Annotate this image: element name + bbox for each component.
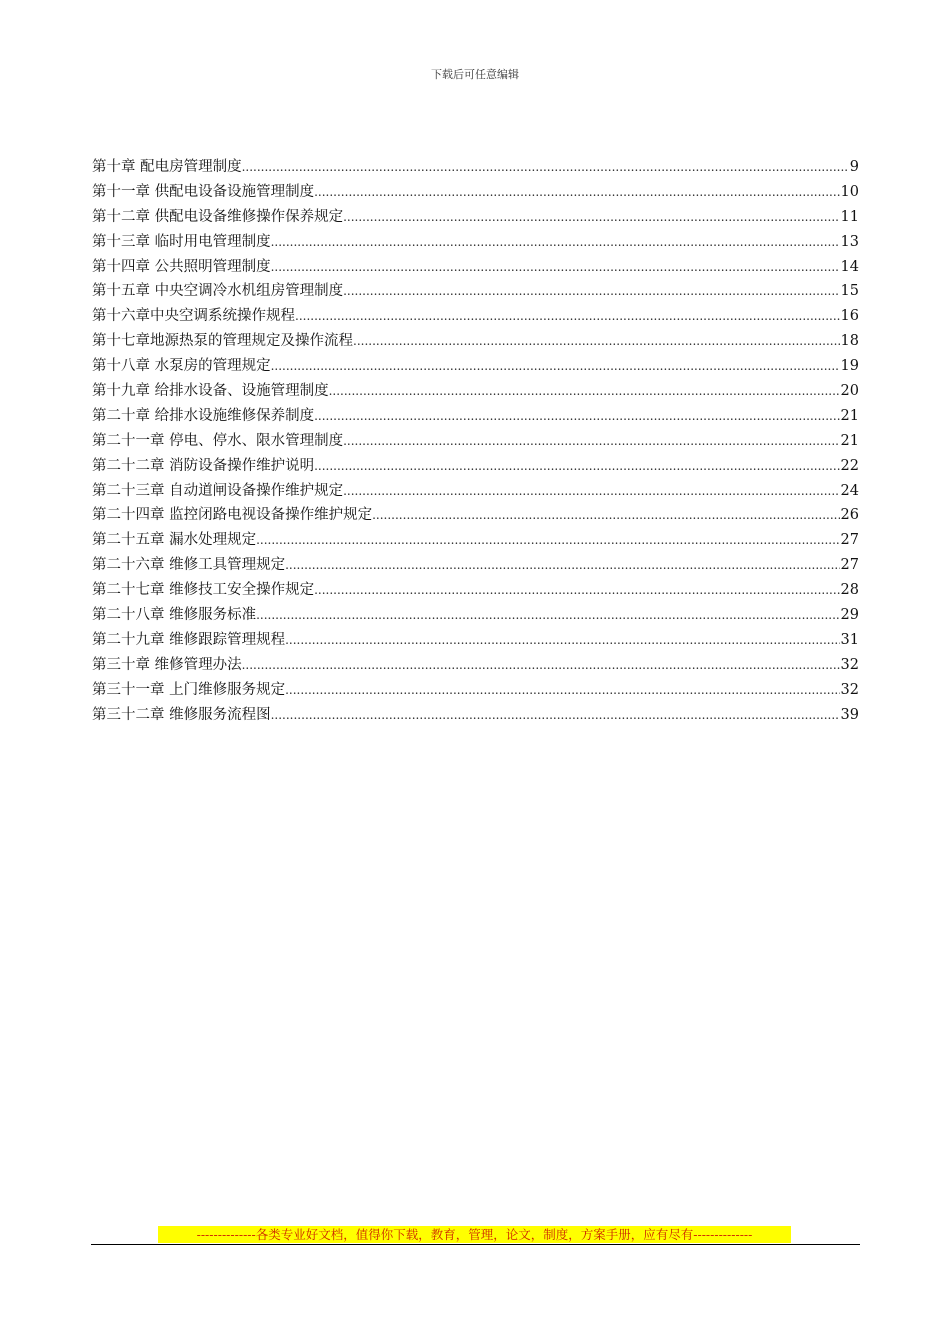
toc-entry-title: 第二十章 给排水设施维修保养制度 <box>92 407 315 424</box>
toc-entry[interactable] <box>92 304 859 329</box>
toc-entry-page: 20 <box>840 383 859 400</box>
toc-entry-page: 16 <box>840 308 859 325</box>
toc-entry[interactable] <box>92 404 859 429</box>
toc-entry[interactable] <box>92 553 859 578</box>
toc-entry-page: 9 <box>849 159 859 175</box>
toc-entry[interactable] <box>92 628 859 653</box>
toc-dot-leader <box>242 653 840 678</box>
toc-entry-page: 15 <box>840 283 859 300</box>
toc-entry-title: 第三十一章 上门维修服务规定 <box>92 681 286 698</box>
toc-entry-title: 第二十九章 维修跟踪管理规程 <box>92 631 286 648</box>
toc-entry[interactable] <box>92 479 859 504</box>
table-of-contents <box>92 155 859 727</box>
toc-entry-title: 第十九章 给排水设备、设施管理制度 <box>92 383 329 400</box>
toc-entry-page: 27 <box>840 532 859 549</box>
toc-dot-leader <box>242 155 849 180</box>
toc-entry-title: 第三十章 维修管理办法 <box>92 656 242 673</box>
toc-entry-page: 24 <box>840 482 859 499</box>
toc-entry-title: 第二十三章 自动道闸设备操作维护规定 <box>92 482 344 499</box>
toc-dot-leader <box>353 329 840 354</box>
toc-entry-title: 第十八章 水泵房的管理规定 <box>92 358 271 375</box>
toc-dot-leader <box>343 479 839 504</box>
toc-dot-leader <box>256 603 839 628</box>
toc-entry-page: 21 <box>840 432 859 449</box>
toc-dot-leader <box>343 429 839 454</box>
toc-entry-title: 第二十四章 监控闭路电视设备操作维护规定 <box>92 507 373 524</box>
toc-entry[interactable] <box>92 180 859 205</box>
toc-entry-title: 第十一章 供配电设备设施管理制度 <box>92 183 315 200</box>
page-header: 下载后可任意编辑 <box>431 68 519 81</box>
toc-entry-page: 28 <box>840 582 859 599</box>
toc-entry-page: 32 <box>840 681 859 698</box>
toc-entry[interactable] <box>92 703 859 728</box>
toc-entry-page: 14 <box>840 258 859 275</box>
toc-entry-title: 第十三章 临时用电管理制度 <box>92 233 271 250</box>
footer-divider <box>91 1244 860 1245</box>
toc-entry[interactable] <box>92 429 859 454</box>
toc-entry-page: 21 <box>840 407 859 424</box>
toc-entry-title: 第三十二章 维修服务流程图 <box>92 706 271 723</box>
toc-entry[interactable] <box>92 354 859 379</box>
toc-dot-leader <box>329 379 840 404</box>
toc-dot-leader <box>271 354 840 379</box>
toc-entry-title: 第二十六章 维修工具管理规定 <box>92 557 286 574</box>
toc-entry-title: 第十六章中央空调系统操作规程 <box>92 308 295 325</box>
toc-entry-title: 第十二章 供配电设备维修操作保养规定 <box>92 208 344 225</box>
toc-dot-leader <box>314 454 839 479</box>
toc-entry-title: 第二十五章 漏水处理规定 <box>92 532 257 549</box>
toc-dot-leader <box>256 528 839 553</box>
toc-entry-page: 26 <box>840 507 859 524</box>
toc-dot-leader <box>314 404 839 429</box>
toc-entry[interactable] <box>92 454 859 479</box>
toc-entry-page: 22 <box>840 457 859 474</box>
toc-entry-page: 32 <box>840 656 859 673</box>
toc-dot-leader <box>343 205 839 230</box>
toc-dot-leader <box>295 304 840 329</box>
toc-entry-page: 19 <box>840 358 859 375</box>
toc-entry-title: 第十五章 中央空调冷水机组房管理制度 <box>92 283 344 300</box>
toc-entry-page: 13 <box>840 233 859 250</box>
toc-entry[interactable] <box>92 503 859 528</box>
toc-entry[interactable] <box>92 379 859 404</box>
toc-entry-page: 29 <box>840 607 859 624</box>
toc-entry[interactable] <box>92 230 859 255</box>
toc-entry-title: 第二十八章 维修服务标准 <box>92 607 257 624</box>
toc-dot-leader <box>285 553 839 578</box>
toc-entry-title: 第二十一章 停电、停水、限水管理制度 <box>92 432 344 449</box>
footer-promo-banner: --------------各类专业好文档，值得你下载，教育，管理，论文，制度，方案手册，应有尽有-------------- <box>158 1226 791 1243</box>
toc-entry[interactable] <box>92 528 859 553</box>
toc-dot-leader <box>285 678 839 703</box>
toc-entry[interactable] <box>92 255 859 280</box>
toc-entry-title: 第二十七章 维修技工安全操作规定 <box>92 582 315 599</box>
toc-entry[interactable] <box>92 279 859 304</box>
toc-entry[interactable] <box>92 205 859 230</box>
toc-entry[interactable] <box>92 603 859 628</box>
toc-entry-page: 31 <box>840 631 859 648</box>
toc-entry-page: 10 <box>840 183 859 200</box>
toc-dot-leader <box>314 578 839 603</box>
toc-entry-page: 11 <box>840 208 859 225</box>
toc-entry-page: 39 <box>840 706 859 723</box>
toc-entry[interactable] <box>92 155 859 180</box>
toc-entry-title: 第二十二章 消防设备操作维护说明 <box>92 457 315 474</box>
toc-entry[interactable] <box>92 329 859 354</box>
toc-dot-leader <box>314 180 839 205</box>
toc-dot-leader <box>372 503 839 528</box>
toc-dot-leader <box>271 703 840 728</box>
toc-dot-leader <box>343 279 839 304</box>
toc-entry-title: 第十四章 公共照明管理制度 <box>92 258 271 275</box>
toc-entry[interactable] <box>92 578 859 603</box>
toc-dot-leader <box>271 255 840 280</box>
toc-entry-page: 27 <box>840 557 859 574</box>
toc-entry[interactable] <box>92 678 859 703</box>
toc-dot-leader <box>285 628 839 653</box>
toc-entry-title: 第十七章地源热泵的管理规定及操作流程 <box>92 333 353 350</box>
toc-entry-title: 第十章 配电房管理制度 <box>92 159 242 175</box>
toc-entry-page: 18 <box>840 333 859 350</box>
toc-dot-leader <box>271 230 840 255</box>
toc-entry[interactable] <box>92 653 859 678</box>
